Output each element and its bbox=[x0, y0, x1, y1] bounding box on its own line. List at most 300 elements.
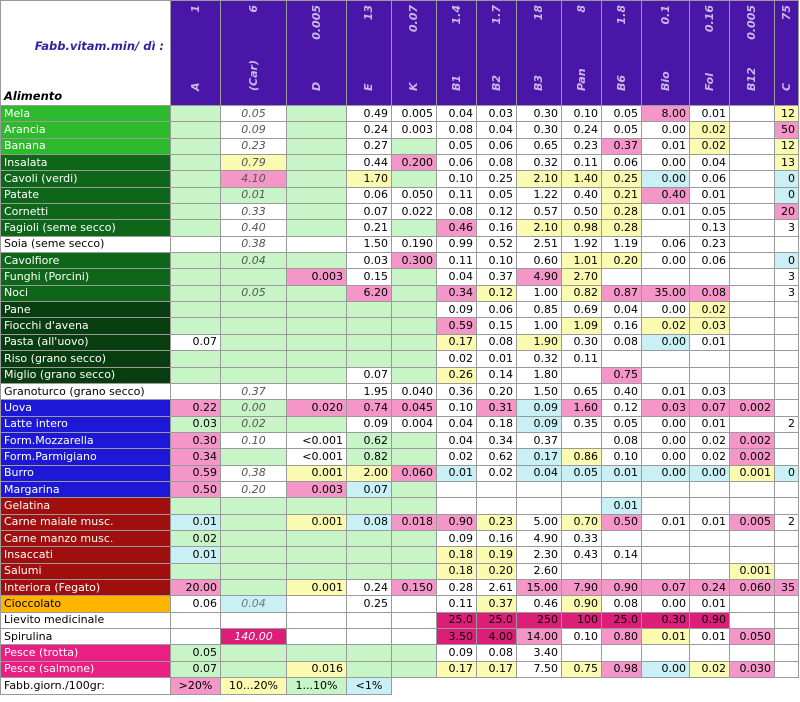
value-cell bbox=[171, 498, 221, 514]
value-cell: 0.18 bbox=[437, 547, 477, 563]
food-name: Carne manzo musc. bbox=[1, 530, 171, 546]
value-cell bbox=[287, 416, 347, 432]
value-cell bbox=[602, 481, 642, 497]
value-cell: 0.20 bbox=[602, 253, 642, 269]
value-cell bbox=[221, 645, 287, 661]
value-cell bbox=[562, 481, 602, 497]
value-cell: 0.38 bbox=[221, 236, 287, 252]
value-cell bbox=[730, 318, 775, 334]
column-nutrient: B6 bbox=[614, 74, 628, 91]
value-cell: 0.90 bbox=[562, 596, 602, 612]
table-row bbox=[1, 171, 799, 187]
table-row bbox=[1, 383, 799, 399]
value-cell: 0.90 bbox=[602, 579, 642, 595]
value-cell: 0.00 bbox=[642, 171, 690, 187]
food-name: Burro bbox=[1, 465, 171, 481]
value-cell bbox=[221, 612, 287, 628]
food-name: Lievito medicinale bbox=[1, 612, 171, 628]
value-cell bbox=[287, 171, 347, 187]
value-cell: 0.22 bbox=[171, 400, 221, 416]
value-cell: 0.01 bbox=[437, 465, 477, 481]
value-cell: 0.00 bbox=[642, 465, 690, 481]
table-row bbox=[1, 155, 799, 171]
table-row bbox=[1, 318, 799, 334]
value-cell: 35.00 bbox=[642, 285, 690, 301]
value-cell bbox=[287, 236, 347, 252]
value-cell bbox=[730, 171, 775, 187]
value-cell: 0.05 bbox=[562, 465, 602, 481]
value-cell: 0.09 bbox=[437, 645, 477, 661]
value-cell bbox=[287, 106, 347, 122]
value-cell: 0 bbox=[775, 253, 799, 269]
value-cell: 0.004 bbox=[392, 416, 437, 432]
value-cell bbox=[287, 285, 347, 301]
value-cell: 0.002 bbox=[730, 449, 775, 465]
value-cell: 0.14 bbox=[477, 367, 517, 383]
value-cell: 0.02 bbox=[437, 351, 477, 367]
table-row bbox=[1, 530, 799, 546]
header-corner bbox=[1, 1, 171, 106]
value-cell: 2.61 bbox=[477, 579, 517, 595]
table-row bbox=[1, 220, 799, 236]
food-name: Fagioli (seme secco) bbox=[1, 220, 171, 236]
value-cell: 0.43 bbox=[562, 547, 602, 563]
value-cell bbox=[392, 498, 437, 514]
value-cell: 0.23 bbox=[477, 514, 517, 530]
value-cell: 0.11 bbox=[562, 155, 602, 171]
value-cell: 0.25 bbox=[347, 596, 392, 612]
value-cell: 0.01 bbox=[642, 514, 690, 530]
value-cell: 0.003 bbox=[287, 481, 347, 497]
value-cell bbox=[221, 351, 287, 367]
value-cell: 4.90 bbox=[517, 269, 562, 285]
value-cell: 0.01 bbox=[477, 351, 517, 367]
table-row bbox=[1, 514, 799, 530]
value-cell: 0.44 bbox=[347, 155, 392, 171]
value-cell: 6.20 bbox=[347, 285, 392, 301]
food-name: Form.Parmigiano bbox=[1, 449, 171, 465]
value-cell: 0.022 bbox=[392, 204, 437, 220]
value-cell: 0.07 bbox=[171, 334, 221, 350]
value-cell bbox=[775, 547, 799, 563]
value-cell bbox=[171, 285, 221, 301]
value-cell bbox=[171, 171, 221, 187]
value-cell: 0.28 bbox=[437, 579, 477, 595]
value-cell: <0.001 bbox=[287, 449, 347, 465]
value-cell bbox=[775, 530, 799, 546]
table-row bbox=[1, 432, 799, 448]
value-cell: 0.08 bbox=[347, 514, 392, 530]
value-cell bbox=[775, 236, 799, 252]
table-row bbox=[1, 106, 799, 122]
value-cell: 35 bbox=[775, 579, 799, 595]
value-cell bbox=[690, 269, 730, 285]
value-cell: 0.24 bbox=[347, 579, 392, 595]
value-cell: 0.30 bbox=[171, 432, 221, 448]
value-cell: 0.16 bbox=[602, 318, 642, 334]
value-cell bbox=[221, 318, 287, 334]
value-cell: 0.08 bbox=[477, 645, 517, 661]
value-cell bbox=[730, 367, 775, 383]
value-cell bbox=[392, 220, 437, 236]
value-cell: 8.00 bbox=[642, 106, 690, 122]
table-row bbox=[1, 481, 799, 497]
value-cell: 0.300 bbox=[392, 253, 437, 269]
value-cell: 0.52 bbox=[477, 236, 517, 252]
value-cell bbox=[287, 547, 347, 563]
value-cell: 0.200 bbox=[392, 155, 437, 171]
food-name: Pesce (trotta) bbox=[1, 645, 171, 661]
column-requirement: 0.1 bbox=[658, 5, 672, 25]
column-header-b1 bbox=[437, 1, 477, 106]
value-cell: 0.01 bbox=[642, 629, 690, 645]
value-cell: 0.06 bbox=[690, 171, 730, 187]
value-cell bbox=[347, 563, 392, 579]
value-cell: 0.46 bbox=[437, 220, 477, 236]
value-cell: 0.08 bbox=[477, 155, 517, 171]
value-cell: 0.05 bbox=[602, 416, 642, 432]
value-cell bbox=[730, 612, 775, 628]
value-cell: 0.01 bbox=[642, 138, 690, 154]
value-cell: 0.05 bbox=[437, 138, 477, 154]
value-cell: 4.10 bbox=[221, 171, 287, 187]
value-cell: 0.06 bbox=[477, 138, 517, 154]
table-row bbox=[1, 236, 799, 252]
value-cell bbox=[171, 383, 221, 399]
value-cell: 0.49 bbox=[347, 106, 392, 122]
value-cell bbox=[730, 416, 775, 432]
value-cell: 0.01 bbox=[171, 514, 221, 530]
food-name: Insalata bbox=[1, 155, 171, 171]
value-cell: 0.11 bbox=[562, 351, 602, 367]
value-cell bbox=[392, 269, 437, 285]
value-cell: 0.24 bbox=[347, 122, 392, 138]
value-cell bbox=[602, 530, 642, 546]
column-requirement: 0.005 bbox=[745, 5, 758, 40]
legend-item: 10...20% bbox=[221, 678, 287, 695]
food-name: Cornetti bbox=[1, 204, 171, 220]
value-cell: 0.05 bbox=[477, 187, 517, 203]
value-cell: 0.11 bbox=[437, 187, 477, 203]
value-cell: 0.03 bbox=[642, 400, 690, 416]
value-cell: 0.150 bbox=[392, 579, 437, 595]
value-cell: 1.70 bbox=[347, 171, 392, 187]
value-cell: 0.06 bbox=[437, 155, 477, 171]
value-cell bbox=[287, 253, 347, 269]
table-row bbox=[1, 187, 799, 203]
value-cell bbox=[775, 400, 799, 416]
value-cell: 0.37 bbox=[221, 383, 287, 399]
value-cell bbox=[775, 481, 799, 497]
value-cell bbox=[287, 367, 347, 383]
column-header-b6 bbox=[602, 1, 642, 106]
column-nutrient: B2 bbox=[489, 74, 503, 91]
food-name: Pasta (all'uovo) bbox=[1, 334, 171, 350]
value-cell: 0.04 bbox=[437, 106, 477, 122]
food-name: Spirulina bbox=[1, 629, 171, 645]
column-header-c bbox=[775, 1, 799, 106]
value-cell bbox=[221, 579, 287, 595]
value-cell bbox=[775, 383, 799, 399]
table-row bbox=[1, 122, 799, 138]
value-cell bbox=[730, 220, 775, 236]
value-cell: 0.10 bbox=[221, 432, 287, 448]
value-cell: 0.70 bbox=[562, 514, 602, 530]
value-cell: 0.62 bbox=[477, 449, 517, 465]
value-cell bbox=[287, 334, 347, 350]
value-cell: 0.00 bbox=[642, 334, 690, 350]
value-cell: 1.00 bbox=[517, 318, 562, 334]
value-cell: 0.17 bbox=[477, 661, 517, 677]
value-cell: 0.90 bbox=[690, 612, 730, 628]
food-column-label: Alimento bbox=[4, 89, 63, 103]
value-cell: 0.05 bbox=[602, 106, 642, 122]
value-cell: 0.79 bbox=[221, 155, 287, 171]
value-cell: 20 bbox=[775, 204, 799, 220]
value-cell bbox=[730, 155, 775, 171]
value-cell bbox=[221, 563, 287, 579]
food-name: Funghi (Porcini) bbox=[1, 269, 171, 285]
table-row bbox=[1, 253, 799, 269]
value-cell: 0.06 bbox=[477, 302, 517, 318]
value-cell: 2 bbox=[775, 514, 799, 530]
value-cell: 0.30 bbox=[517, 106, 562, 122]
table-row bbox=[1, 334, 799, 350]
value-cell: 0.37 bbox=[602, 138, 642, 154]
value-cell bbox=[171, 629, 221, 645]
value-cell bbox=[392, 432, 437, 448]
value-cell: 0.69 bbox=[562, 302, 602, 318]
value-cell: 0.00 bbox=[221, 400, 287, 416]
value-cell bbox=[347, 530, 392, 546]
value-cell bbox=[562, 563, 602, 579]
value-cell bbox=[347, 334, 392, 350]
value-cell: 3.40 bbox=[517, 645, 562, 661]
value-cell: 0.20 bbox=[477, 383, 517, 399]
food-name: Pesce (salmone) bbox=[1, 661, 171, 677]
value-cell: 0.11 bbox=[437, 253, 477, 269]
value-cell: 0 bbox=[775, 171, 799, 187]
value-cell bbox=[347, 351, 392, 367]
value-cell: 0.04 bbox=[437, 416, 477, 432]
value-cell: 0.030 bbox=[730, 661, 775, 677]
value-cell: 0.04 bbox=[437, 269, 477, 285]
value-cell bbox=[221, 334, 287, 350]
value-cell bbox=[690, 498, 730, 514]
value-cell bbox=[775, 661, 799, 677]
value-cell: 0.02 bbox=[437, 449, 477, 465]
value-cell: 0.02 bbox=[690, 661, 730, 677]
food-name: Gelatina bbox=[1, 498, 171, 514]
value-cell bbox=[221, 367, 287, 383]
value-cell bbox=[730, 106, 775, 122]
value-cell bbox=[392, 367, 437, 383]
value-cell: 0.74 bbox=[347, 400, 392, 416]
value-cell: 0.65 bbox=[517, 138, 562, 154]
value-cell bbox=[562, 432, 602, 448]
value-cell: 0.19 bbox=[477, 547, 517, 563]
value-cell: 14.00 bbox=[517, 629, 562, 645]
value-cell: 1.19 bbox=[602, 236, 642, 252]
value-cell: 1.50 bbox=[347, 236, 392, 252]
value-cell: 0.15 bbox=[347, 269, 392, 285]
value-cell: 0.06 bbox=[171, 596, 221, 612]
value-cell: 1.80 bbox=[517, 367, 562, 383]
value-cell: 0.003 bbox=[392, 122, 437, 138]
column-requirement: 1.4 bbox=[449, 5, 463, 25]
value-cell: 0.01 bbox=[171, 547, 221, 563]
value-cell: 0.01 bbox=[690, 514, 730, 530]
value-cell bbox=[730, 253, 775, 269]
value-cell bbox=[730, 236, 775, 252]
food-name: Arancia bbox=[1, 122, 171, 138]
food-name: Salumi bbox=[1, 563, 171, 579]
value-cell: 5.00 bbox=[517, 514, 562, 530]
value-cell: 0.90 bbox=[437, 514, 477, 530]
value-cell: 0.08 bbox=[602, 432, 642, 448]
value-cell: 12 bbox=[775, 106, 799, 122]
column-requirement: 6 bbox=[246, 5, 260, 13]
value-cell bbox=[171, 138, 221, 154]
column-header-b2 bbox=[477, 1, 517, 106]
food-name: Miglio (grano secco) bbox=[1, 367, 171, 383]
value-cell: 0.050 bbox=[730, 629, 775, 645]
table-row bbox=[1, 449, 799, 465]
table-row bbox=[1, 629, 799, 645]
value-cell bbox=[171, 318, 221, 334]
value-cell bbox=[221, 269, 287, 285]
value-cell bbox=[221, 661, 287, 677]
value-cell: 0.02 bbox=[642, 318, 690, 334]
value-cell: 0.05 bbox=[221, 106, 287, 122]
food-name: Pane bbox=[1, 302, 171, 318]
value-cell: 0.001 bbox=[287, 514, 347, 530]
value-cell: 0.85 bbox=[517, 302, 562, 318]
value-cell: 0.03 bbox=[690, 318, 730, 334]
value-cell: 0.34 bbox=[477, 432, 517, 448]
value-cell bbox=[287, 612, 347, 628]
value-cell: 3 bbox=[775, 285, 799, 301]
value-cell: 0.02 bbox=[690, 138, 730, 154]
column-header-b3 bbox=[517, 1, 562, 106]
value-cell: 0.00 bbox=[642, 432, 690, 448]
column-header-pan bbox=[562, 1, 602, 106]
column-nutrient: B1 bbox=[449, 74, 463, 91]
value-cell: 0.21 bbox=[602, 187, 642, 203]
value-cell bbox=[730, 547, 775, 563]
value-cell: 0.82 bbox=[562, 285, 602, 301]
value-cell: 13 bbox=[775, 155, 799, 171]
food-name: Soia (seme secco) bbox=[1, 236, 171, 252]
value-cell: 0.24 bbox=[562, 122, 602, 138]
value-cell: 0.04 bbox=[517, 465, 562, 481]
value-cell: 0.62 bbox=[347, 432, 392, 448]
value-cell bbox=[287, 645, 347, 661]
value-cell bbox=[562, 367, 602, 383]
value-cell: 3 bbox=[775, 269, 799, 285]
value-cell: 0.01 bbox=[642, 383, 690, 399]
value-cell: 0.24 bbox=[690, 579, 730, 595]
column-header-d bbox=[287, 1, 347, 106]
value-cell: 0.15 bbox=[477, 318, 517, 334]
value-cell: 0.005 bbox=[392, 106, 437, 122]
legend-item: 1...10% bbox=[287, 678, 347, 695]
value-cell bbox=[171, 253, 221, 269]
value-cell bbox=[730, 204, 775, 220]
value-cell: 3.50 bbox=[437, 629, 477, 645]
value-cell: 0.02 bbox=[477, 465, 517, 481]
value-cell: 0.75 bbox=[562, 661, 602, 677]
value-cell: 0.12 bbox=[477, 204, 517, 220]
value-cell: 2.30 bbox=[517, 547, 562, 563]
value-cell bbox=[171, 106, 221, 122]
value-cell bbox=[287, 155, 347, 171]
value-cell bbox=[221, 302, 287, 318]
value-cell bbox=[602, 645, 642, 661]
value-cell: 0.07 bbox=[171, 661, 221, 677]
value-cell bbox=[642, 563, 690, 579]
value-cell: 0.01 bbox=[221, 187, 287, 203]
table-row bbox=[1, 285, 799, 301]
value-cell bbox=[392, 612, 437, 628]
value-cell: 0.98 bbox=[602, 661, 642, 677]
column-requirement: 8 bbox=[574, 5, 588, 13]
value-cell: 0.00 bbox=[642, 596, 690, 612]
value-cell bbox=[730, 302, 775, 318]
value-cell bbox=[775, 351, 799, 367]
value-cell bbox=[287, 498, 347, 514]
table-row bbox=[1, 498, 799, 514]
value-cell: 25.0 bbox=[477, 612, 517, 628]
value-cell bbox=[392, 547, 437, 563]
value-cell bbox=[730, 351, 775, 367]
value-cell bbox=[221, 530, 287, 546]
value-cell: 7.50 bbox=[517, 661, 562, 677]
value-cell bbox=[775, 449, 799, 465]
value-cell bbox=[730, 122, 775, 138]
value-cell: 0 bbox=[775, 187, 799, 203]
value-cell: 0.190 bbox=[392, 236, 437, 252]
value-cell bbox=[775, 302, 799, 318]
value-cell: 0.16 bbox=[477, 220, 517, 236]
legend-item: <1% bbox=[347, 678, 392, 695]
food-name: Patate bbox=[1, 187, 171, 203]
value-cell: 4.90 bbox=[517, 530, 562, 546]
value-cell: 0.01 bbox=[602, 465, 642, 481]
value-cell: 0.59 bbox=[171, 465, 221, 481]
table-row bbox=[1, 596, 799, 612]
value-cell bbox=[171, 236, 221, 252]
value-cell bbox=[730, 481, 775, 497]
value-cell: 0.060 bbox=[392, 465, 437, 481]
table-row bbox=[1, 465, 799, 481]
value-cell: 0 bbox=[775, 465, 799, 481]
column-nutrient: A bbox=[188, 82, 202, 91]
food-name: Fiocchi d'avena bbox=[1, 318, 171, 334]
value-cell: 0.32 bbox=[517, 155, 562, 171]
value-cell: 0.17 bbox=[437, 334, 477, 350]
value-cell: 50 bbox=[775, 122, 799, 138]
value-cell: 0.57 bbox=[517, 204, 562, 220]
value-cell bbox=[642, 220, 690, 236]
value-cell: 0.02 bbox=[690, 122, 730, 138]
value-cell: 0.001 bbox=[730, 465, 775, 481]
value-cell: 0.75 bbox=[602, 367, 642, 383]
value-cell: 0.27 bbox=[347, 138, 392, 154]
value-cell: 0.10 bbox=[602, 449, 642, 465]
column-nutrient: Bio bbox=[658, 71, 672, 91]
value-cell: 0.50 bbox=[171, 481, 221, 497]
